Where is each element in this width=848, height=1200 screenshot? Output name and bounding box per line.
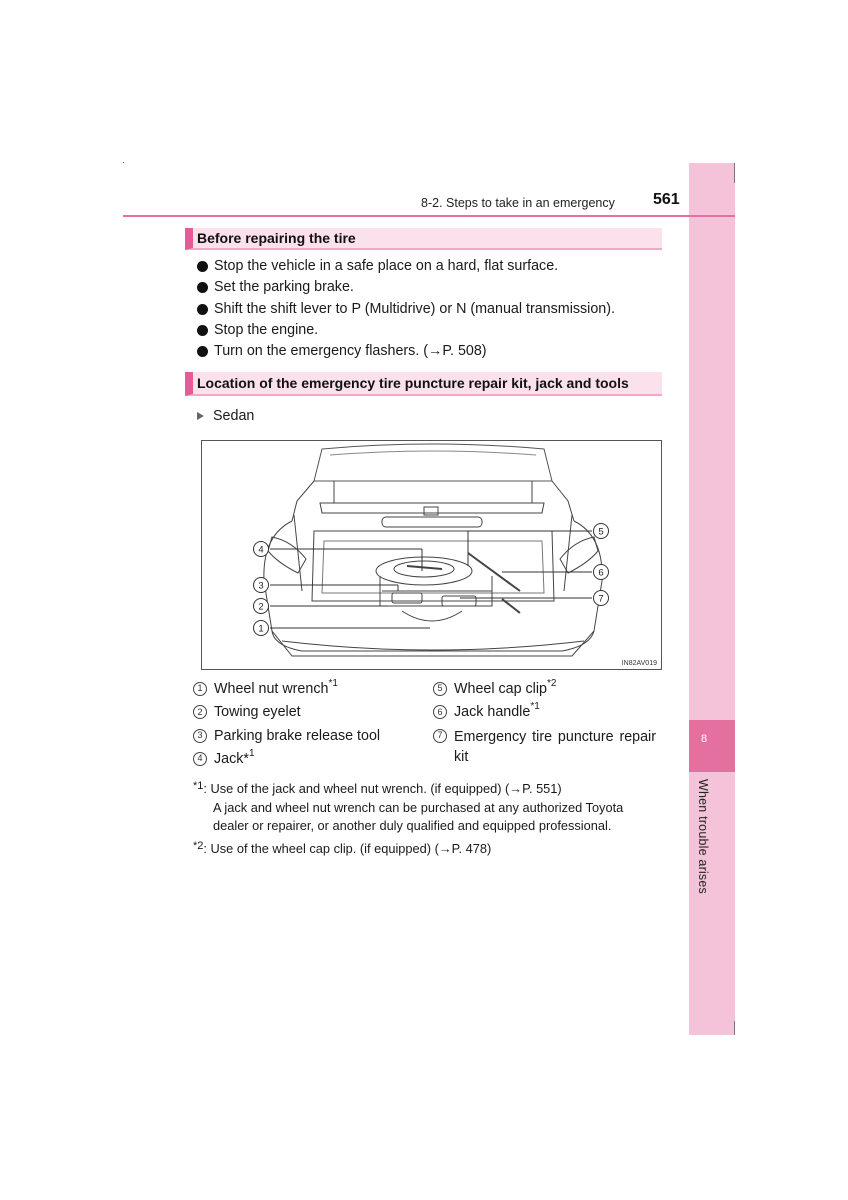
- callout-number-icon: 4: [193, 752, 207, 766]
- list-item: Turn on the emergency flashers. (→P. 508): [197, 341, 615, 362]
- legend-item: 3 Parking brake release tool: [193, 725, 380, 748]
- list-item: Set the parking brake.: [197, 277, 615, 298]
- bullet-list: [197, 256, 615, 362]
- bullet-icon: [197, 304, 208, 315]
- running-header-section: 8-2. Steps to take in an emergency: [421, 196, 615, 210]
- list-item: Shift the shift lever to P (Multidrive) or N (manual transmission).: [197, 299, 615, 320]
- bullet-icon: [197, 346, 208, 357]
- bullet-icon: [197, 261, 208, 272]
- legend-left-column: [193, 678, 380, 771]
- legend-item: 1 Wheel nut wrench *1: [193, 678, 380, 701]
- section-heading-text: Before repairing the tire: [197, 230, 356, 246]
- legend-item: 4 Jack* 1: [193, 748, 380, 771]
- callout-number-icon: 2: [193, 705, 207, 719]
- callout-number: 4: [258, 544, 264, 556]
- header-rule: [123, 215, 735, 217]
- legend-item: 6 Jack handle *1: [433, 701, 656, 724]
- legend-item: 2 Towing eyelet: [193, 701, 380, 724]
- footnote-2: *2 : Use of the wheel cap clip. (if equipped) (→P. 478): [193, 840, 492, 856]
- callout-number: 3: [258, 580, 264, 592]
- list-item: Stop the vehicle in a safe place on a hard, flat surface.: [197, 256, 615, 277]
- bullet-icon: [197, 282, 208, 293]
- bullet-icon: [197, 325, 208, 336]
- callout-number: 5: [598, 526, 604, 538]
- page-number: 561: [653, 191, 680, 208]
- legend-item: 5 Wheel cap clip *2: [433, 678, 656, 701]
- section-heading-location: [185, 372, 662, 396]
- callout-number-icon: 3: [193, 729, 207, 743]
- callout-number-icon: 5: [433, 682, 447, 696]
- footnote-1: *1 : Use of the jack and wheel nut wrench. (if equipped) (→P. 551) A jack and wheel nut wrench can be purchased at any authorized Toyota dealer or repairer, or another duly qualified and equipped professional.: [193, 780, 624, 833]
- side-tab-chapter-label: When trouble arises: [696, 779, 710, 894]
- legend-right-column: [433, 678, 656, 767]
- callout-number-icon: 1: [193, 682, 207, 696]
- legend-item: 7 Emergency tire puncture repair kit: [433, 725, 656, 767]
- side-tab: [689, 163, 735, 1035]
- callout-number: 2: [258, 601, 264, 613]
- callout-number-icon: 7: [433, 729, 447, 743]
- callout-number: 6: [598, 567, 604, 579]
- side-tab-chapter-number: 8: [700, 733, 708, 745]
- callout-number: 7: [598, 593, 604, 605]
- trunk-illustration: [201, 440, 662, 670]
- section-heading-text: Location of the emergency tire puncture repair kit, jack and tools: [197, 375, 629, 391]
- crop-mark: [734, 1021, 735, 1035]
- callout-number-icon: 6: [433, 705, 447, 719]
- figure-code: IN82AV019: [621, 660, 657, 667]
- crop-mark: [123, 162, 124, 163]
- side-tab-chapter-marker: [689, 720, 735, 772]
- crop-mark: [734, 163, 735, 183]
- triangle-marker-icon: [197, 412, 204, 420]
- callout-number: 1: [258, 623, 264, 635]
- section-heading-before-repairing: [185, 228, 662, 250]
- list-item: Stop the engine.: [197, 320, 615, 341]
- variant-label: Sedan: [197, 408, 254, 424]
- car-trunk-drawing: [202, 441, 662, 670]
